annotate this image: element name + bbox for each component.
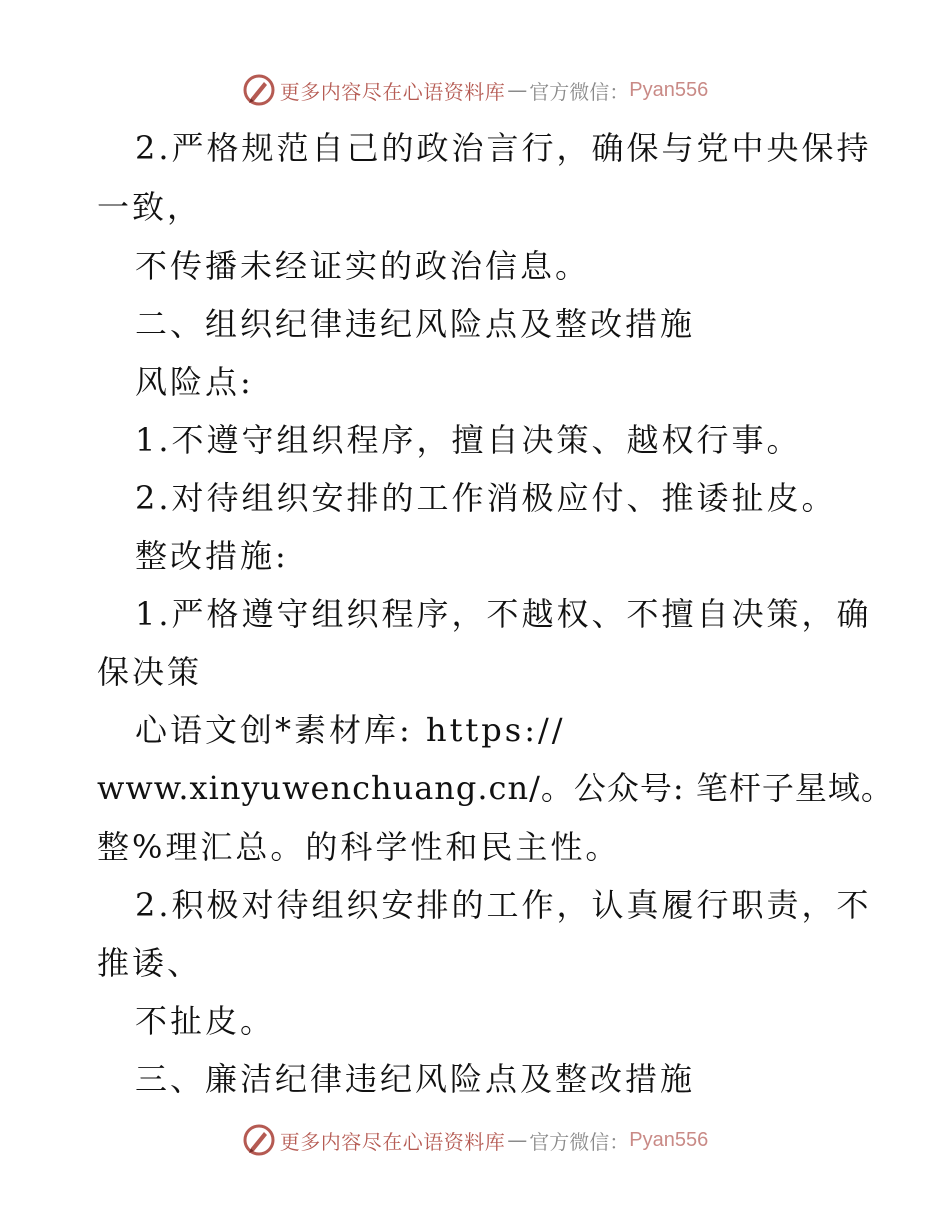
section-heading: 三、廉洁纪律违纪风险点及整改措施 (135, 1060, 696, 1098)
body-line: 2.严格规范自己的政治言行，确保与党中央保持 (135, 129, 872, 167)
footer-banner-label: 官方微信： (529, 1129, 630, 1154)
footer-banner-separator: — (507, 1128, 528, 1152)
footer-wechat-id: Pyan556 (629, 1128, 709, 1151)
header-banner-text: 更多内容尽在心语资料库 (279, 79, 506, 104)
pen-logo-icon (242, 1123, 276, 1157)
body-line: 1.不遵守组织程序，擅自决策、越权行事。 (135, 421, 802, 459)
body-line: 推诿、 (97, 944, 203, 982)
body-line: 1.严格遵守组织程序，不越权、不擅自决策，确 (135, 595, 872, 633)
header-wechat-id: Pyan556 (629, 78, 709, 101)
subheading-risk-points: 风险点: (135, 363, 254, 401)
header-banner-separator: — (507, 78, 528, 102)
body-line: 不传播未经证实的政治信息。 (135, 247, 591, 285)
body-line: www.xinyuwenchuang.cn/。公众号: 笔杆子星域。 (97, 769, 894, 807)
footer-banner-text: 更多内容尽在心语资料库 (279, 1129, 506, 1154)
body-line: 一致， (97, 188, 203, 226)
subheading-rectification: 整改措施: (135, 537, 289, 575)
body-line: 整%理汇总。的科学性和民主性。 (97, 828, 621, 866)
footer-banner (0, 1120, 950, 1160)
body-line: 2.积极对待组织安排的工作，认真履行职责，不 (135, 886, 872, 924)
section-heading: 二、组织纪律违纪风险点及整改措施 (135, 305, 696, 343)
body-line: 2.对待组织安排的工作消极应付、推诿扯皮。 (135, 479, 837, 517)
body-line: 不扯皮。 (135, 1002, 276, 1040)
body-line: 心语文创*素材库: https:// (135, 711, 566, 749)
body-line: 保决策 (97, 653, 203, 691)
header-banner (0, 70, 950, 110)
pen-logo-icon (242, 73, 276, 107)
header-banner-label: 官方微信： (529, 79, 630, 104)
